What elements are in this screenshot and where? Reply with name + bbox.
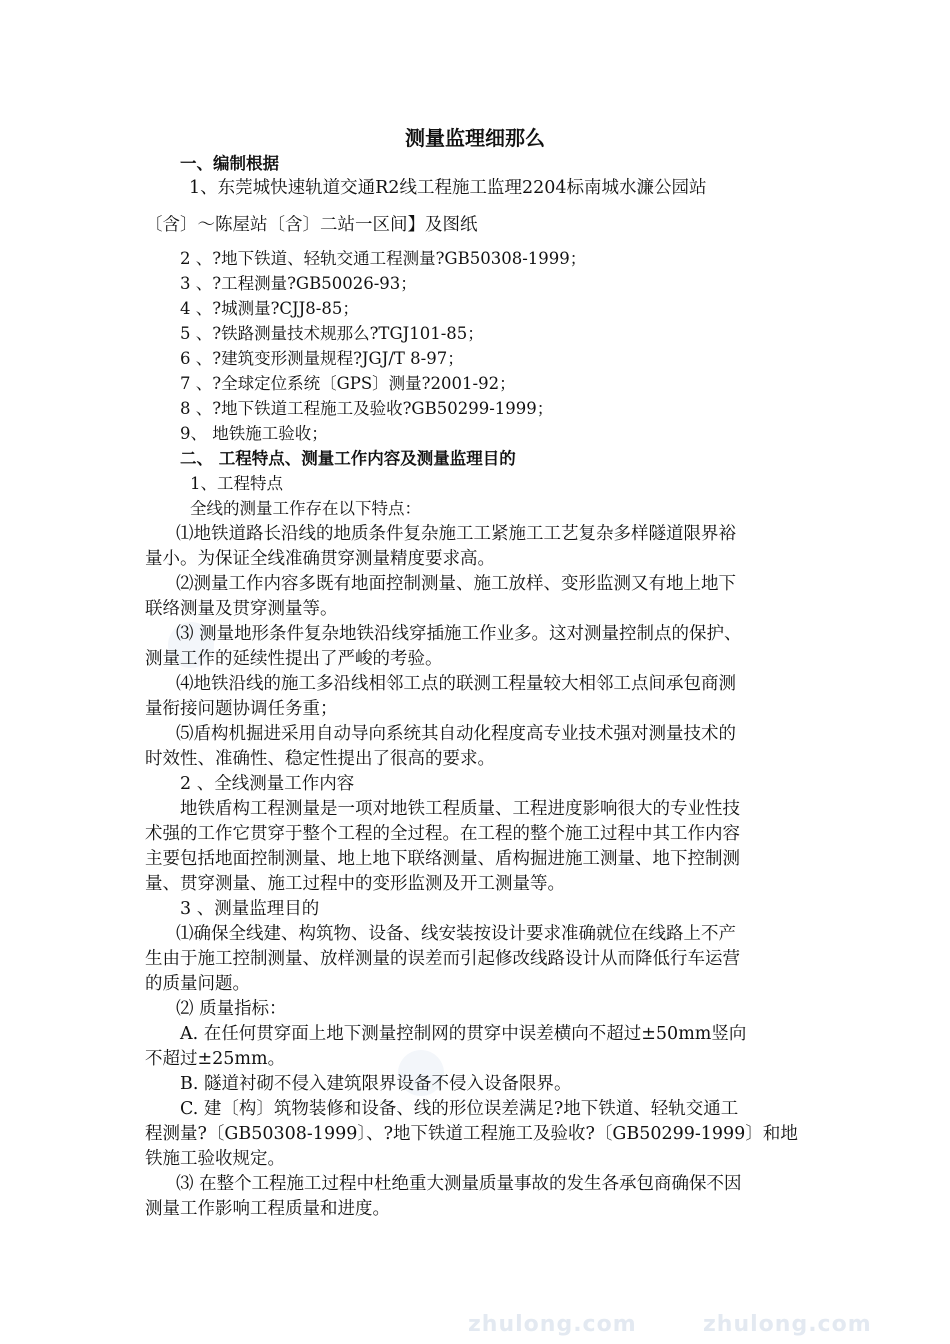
paragraph-line: 主要包括地面控制测量、地上地下联络测量、盾构掘进施工测量、地下控制测: [145, 849, 740, 869]
paragraph-line: ⑴地铁道路长沿线的地质条件复杂施工工紧施工工艺复杂多样隧道限界裕: [176, 524, 736, 544]
paragraph-line: 测量工作影响工程质量和进度。: [145, 1199, 390, 1219]
paragraph-line: 测量工作的延续性提出了严峻的考验。: [145, 649, 443, 669]
paragraph-line: B. 隧道衬砌不侵入建筑限界设备不侵入设备限界。: [180, 1074, 572, 1094]
paragraph-line: 术强的工作它贯穿于整个工程的全过程。在工程的整个施工过程中其工作内容: [145, 824, 740, 844]
paragraph-line: ⑴确保全线建、构筑物、设备、线安装按设计要求准确就位在线路上不产: [176, 924, 736, 944]
subsection-heading: 1、工程特点: [190, 474, 283, 493]
paragraph-line: C. 建〔构〕筑物装修和设备、线的形位误差满足?地下铁道、轻轨交通工: [180, 1099, 739, 1119]
paragraph-line: 量衔接问题协调任务重；: [145, 699, 338, 719]
list-item: 3 、?工程测量?GB50026-93；: [180, 274, 417, 293]
paragraph-line: ⑶ 在整个工程施工过程中杜绝重大测量质量事故的发生各承包商确保不因: [176, 1174, 742, 1194]
list-item: 4 、?城测量?CJJ8-85；: [180, 299, 359, 318]
paragraph-line: ⑵测量工作内容多既有地面控制测量、施工放样、变形监测又有地上地下: [176, 574, 736, 594]
paragraph-line: 1、东莞城快速轨道交通R2线工程施工监理2204标南城水濂公园站: [189, 178, 707, 198]
paragraph-line: 地铁盾构工程测量是一项对地铁工程质量、工程进度影响很大的专业性技: [180, 799, 740, 819]
list-item: 7 、?全球定位系统〔GPS〕测量?2001-92；: [180, 374, 516, 393]
paragraph-line: ⑷地铁沿线的施工多沿线相邻工点的联测工程量较大相邻工点间承包商测: [176, 674, 736, 694]
paragraph-line: 〔含〕～陈屋站〔含〕二站一区间】及图纸: [145, 215, 478, 235]
paragraph-line: A. 在任何贯穿面上地下测量控制网的贯穿中误差横向不超过±50mm竖向: [180, 1024, 747, 1044]
document-title: 测量监理细那么: [405, 126, 545, 150]
list-item: 9、 地铁施工验收；: [180, 424, 328, 443]
list-item: 8 、?地下铁道工程施工及验收?GB50299-1999；: [180, 399, 554, 418]
paragraph-line: 生由于施工控制测量、放样测量的误差而引起修改线路设计从而降低行车运营: [145, 949, 740, 969]
section-heading: 二、 工程特点、测量工作内容及测量监理目的: [180, 449, 516, 468]
watermark-text: zhulong.com: [468, 1312, 637, 1337]
list-item: 5 、?铁路测量技术规那么?TGJ101-85；: [180, 324, 484, 343]
subsection-heading: 3 、测量监理目的: [180, 899, 320, 919]
paragraph-line: ⑵ 质量指标：: [176, 999, 287, 1019]
list-item: 2 、?地下铁道、轻轨交通工程测量?GB50308-1999；: [180, 249, 587, 268]
paragraph-line: 量、贯穿测量、施工过程中的变形监测及开工测量等。: [145, 874, 565, 894]
section-heading: 一、编制根据: [180, 154, 279, 173]
list-item: 6 、?建筑变形测量规程?JGJ/T 8-97；: [180, 349, 464, 368]
paragraph-line: 的质量问题。: [145, 974, 250, 994]
paragraph-line: ⑶ 测量地形条件复杂地铁沿线穿插施工作业多。这对测量控制点的保护、: [176, 624, 742, 644]
paragraph-line: ⑸盾构机掘进采用自动导向系统其自动化程度高专业技术强对测量技术的: [176, 724, 736, 744]
paragraph-line: 量小。为保证全线准确贯穿测量精度要求高。: [145, 549, 495, 569]
subsection-heading: 2 、全线测量工作内容: [180, 774, 355, 794]
paragraph-line: 时效性、准确性、稳定性提出了很高的要求。: [145, 749, 495, 769]
paragraph-line: 铁施工验收规定。: [145, 1149, 285, 1169]
paragraph-line: 程测量?〔GB50308-1999〕、?地下铁道工程施工及验收?〔GB50299-1999〕和地: [145, 1124, 798, 1144]
watermark-text: zhulong.com: [703, 1312, 872, 1337]
paragraph-line: 不超过±25mm。: [145, 1049, 286, 1069]
paragraph-line: 联络测量及贯穿测量等。: [145, 599, 338, 619]
paragraph-line: 全线的测量工作存在以下特点：: [190, 499, 421, 518]
